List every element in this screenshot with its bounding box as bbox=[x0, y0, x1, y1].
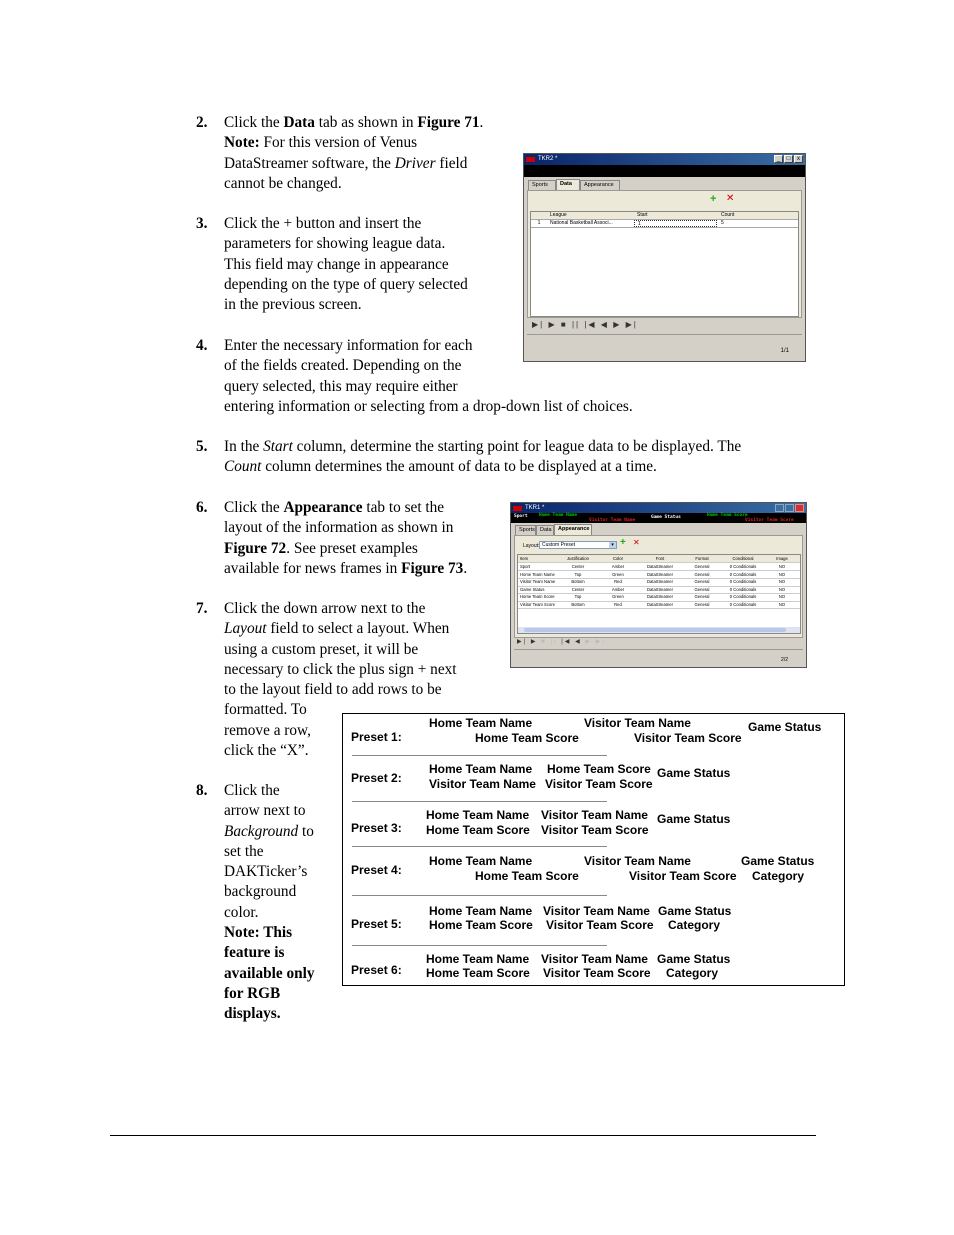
preset-item: Visitor Team Score bbox=[543, 966, 651, 980]
column-header: Format bbox=[695, 556, 709, 561]
text-run: available only bbox=[224, 964, 315, 982]
text-run: . See preset examples bbox=[286, 539, 418, 557]
text-line bbox=[224, 174, 483, 194]
grid-cell[interactable]: 0 Conditionals bbox=[729, 594, 757, 600]
scrollbar-thumb[interactable] bbox=[524, 628, 786, 632]
grid-cell[interactable]: General bbox=[694, 602, 710, 607]
preset-item: Home Team Score bbox=[429, 918, 533, 932]
window-title: TKR2 * bbox=[538, 156, 558, 162]
ticker-word: Home Team Name bbox=[539, 513, 577, 518]
text-line bbox=[224, 234, 468, 254]
ticker-word: Visitor Team Score bbox=[745, 518, 794, 523]
playback-controls bbox=[517, 638, 606, 645]
text-run: In the bbox=[224, 438, 264, 455]
text-line bbox=[224, 801, 315, 821]
layout-value: Custom Preset bbox=[542, 542, 576, 548]
tab-strip bbox=[528, 180, 648, 190]
text-line bbox=[224, 559, 467, 579]
tab-sports[interactable]: Sports bbox=[515, 525, 536, 535]
league-cell[interactable]: National Basketball Associ... bbox=[550, 220, 613, 226]
preset-item: Visitor Team Name bbox=[584, 716, 691, 730]
text-run: . bbox=[479, 114, 484, 131]
text-line bbox=[224, 781, 315, 801]
text-line bbox=[224, 214, 468, 234]
column-header-count: Count bbox=[721, 212, 735, 218]
preset-item: Visitor Team Name bbox=[541, 808, 648, 822]
grid-cell[interactable]: Amber bbox=[611, 586, 625, 592]
text-run: cannot be changed. bbox=[224, 174, 342, 192]
table-row[interactable] bbox=[518, 601, 800, 609]
text-run: for RGB bbox=[224, 984, 281, 1002]
text-run: color. bbox=[224, 903, 259, 921]
text-line bbox=[224, 599, 457, 619]
text-line bbox=[224, 923, 315, 943]
text-run: arrow next to bbox=[224, 802, 306, 820]
step-number: 6. bbox=[196, 499, 208, 516]
preset-item: Home Team Score bbox=[426, 823, 530, 837]
grid-cell[interactable]: General bbox=[694, 594, 710, 600]
tab-appearance[interactable]: Appearance bbox=[554, 524, 592, 535]
text-line bbox=[224, 862, 315, 882]
appearance-grid bbox=[517, 554, 801, 634]
grid-cell[interactable]: NO bbox=[778, 564, 786, 569]
step-text bbox=[224, 781, 315, 1025]
grid-cell[interactable]: Top bbox=[574, 571, 582, 577]
minimize-button[interactable]: _ bbox=[774, 155, 783, 163]
text-run: Driver bbox=[394, 154, 436, 172]
column-header: Font bbox=[655, 556, 665, 561]
preset-item: Game Status bbox=[657, 766, 731, 780]
preset-item: Category bbox=[668, 918, 721, 932]
grid-cell[interactable]: 0 Conditionals bbox=[729, 602, 757, 607]
text-line bbox=[224, 518, 467, 538]
text-line bbox=[224, 680, 457, 700]
preset-item: Visitor Team Name bbox=[584, 854, 691, 868]
grid-cell[interactable]: General bbox=[694, 579, 710, 585]
pause-icon[interactable]: || bbox=[571, 320, 581, 329]
grid-cell[interactable]: General bbox=[694, 586, 710, 592]
tab-data[interactable]: Data bbox=[556, 179, 580, 190]
column-header: Conditional bbox=[732, 556, 754, 561]
grid-cell[interactable]: Amber bbox=[611, 564, 625, 569]
maximize-button[interactable] bbox=[785, 504, 794, 512]
grid-cell[interactable]: Top bbox=[574, 594, 582, 600]
preset-divider bbox=[352, 846, 607, 847]
text-line bbox=[224, 903, 315, 923]
text-run: formatted. To bbox=[224, 701, 307, 719]
preset-item: Game Status bbox=[658, 904, 732, 918]
playback-controls bbox=[532, 320, 638, 329]
grid-cell[interactable]: Center bbox=[571, 564, 585, 569]
grid-cell[interactable]: DataStreamer bbox=[646, 594, 674, 600]
footer-rule bbox=[110, 1135, 816, 1136]
text-line bbox=[224, 133, 483, 153]
text-run: column determines the amount of data to be displayed at a time. bbox=[261, 458, 657, 476]
text-run: Click the bbox=[224, 499, 284, 516]
text-line bbox=[224, 964, 315, 984]
step-number: 2. bbox=[196, 114, 208, 131]
forward-icon[interactable]: ▶ bbox=[585, 639, 593, 645]
step-number: 8. bbox=[196, 782, 208, 799]
skip-forward-icon[interactable]: ▶| bbox=[625, 320, 638, 329]
step-text bbox=[224, 214, 468, 315]
preset-item: Visitor Team Score bbox=[541, 823, 649, 837]
play-first-icon[interactable]: ▶| bbox=[532, 320, 545, 329]
minimize-button[interactable] bbox=[775, 504, 784, 512]
preset-label: Preset 6: bbox=[351, 963, 402, 977]
column-header: Justification bbox=[567, 556, 589, 561]
grid-cell[interactable]: General bbox=[694, 564, 710, 569]
grid-cell[interactable]: NO bbox=[778, 586, 786, 592]
preset-item: Visitor Team Name bbox=[541, 952, 648, 966]
skip-forward-icon[interactable]: ▶| bbox=[595, 639, 606, 645]
preset-item: Home Team Name bbox=[429, 904, 533, 918]
data-tab-panel bbox=[527, 190, 802, 318]
grid-cell[interactable]: NO bbox=[778, 602, 786, 607]
preset-divider bbox=[352, 801, 607, 802]
back-icon[interactable]: ◀ bbox=[575, 639, 582, 645]
grid-cell[interactable]: 0 Conditionals bbox=[729, 586, 757, 592]
preset-item: Home Team Name bbox=[429, 762, 533, 776]
grid-cell[interactable]: Red bbox=[614, 602, 622, 607]
preset-item: Home Team Score bbox=[547, 762, 651, 776]
figure-71-window bbox=[523, 153, 806, 362]
grid-cell[interactable]: DataStreamer bbox=[646, 571, 674, 577]
preset-item: Game Status bbox=[657, 812, 731, 826]
divider bbox=[527, 334, 802, 335]
step-number: 4. bbox=[196, 337, 208, 354]
text-run: Enter the necessary information for each bbox=[224, 337, 473, 354]
close-button[interactable]: x bbox=[794, 155, 803, 163]
preset-divider bbox=[352, 755, 607, 756]
plus-icon[interactable]: + bbox=[620, 537, 626, 548]
preset-item: Game Status bbox=[748, 720, 822, 734]
text-run: Note: bbox=[224, 134, 260, 152]
text-line bbox=[224, 255, 468, 275]
ticker-word: Game Status bbox=[651, 515, 681, 520]
skip-back-icon[interactable]: |◀ bbox=[561, 639, 572, 645]
text-line bbox=[224, 377, 633, 397]
text-line bbox=[224, 275, 468, 295]
table-row[interactable] bbox=[531, 220, 798, 228]
text-run: layout of the information as shown in bbox=[224, 519, 454, 537]
grid-cell[interactable]: Visitor Team Score bbox=[520, 602, 555, 607]
text-line bbox=[224, 842, 315, 862]
preset-item: Home Team Name bbox=[426, 808, 530, 822]
text-line bbox=[224, 154, 483, 174]
text-run: Data bbox=[283, 114, 315, 131]
tab-sports[interactable]: Sports bbox=[528, 180, 556, 190]
grid-cell[interactable]: Green bbox=[612, 571, 624, 577]
preset-item: Visitor Team Name bbox=[543, 904, 650, 918]
step-number: 3. bbox=[196, 215, 208, 232]
preset-item: Home Team Score bbox=[475, 869, 579, 883]
skip-back-icon[interactable]: |◀ bbox=[584, 320, 597, 329]
text-run: This field may change in appearance bbox=[224, 255, 449, 273]
text-run: For this version of Venus bbox=[259, 134, 418, 152]
text-line bbox=[224, 943, 315, 963]
text-run: Click the bbox=[224, 114, 284, 131]
text-run: field to select a layout. When bbox=[266, 620, 450, 638]
grid-cell[interactable]: Game Status bbox=[520, 586, 545, 592]
text-run: using a custom preset, it will be bbox=[224, 640, 419, 658]
text-run: Count bbox=[224, 458, 262, 476]
preset-divider bbox=[352, 945, 607, 946]
text-run: background bbox=[224, 883, 297, 901]
play-icon[interactable]: ▶ bbox=[548, 320, 557, 329]
preset-item: Home Team Name bbox=[429, 716, 533, 730]
grid-cell[interactable]: Bottom bbox=[571, 602, 585, 607]
text-run: necessary to click the plus sign + next bbox=[224, 660, 457, 678]
window-title: TKR1 * bbox=[525, 505, 545, 511]
text-run: Layout bbox=[224, 620, 267, 638]
text-line bbox=[224, 984, 315, 1004]
text-run: Start bbox=[263, 438, 293, 455]
grid-cell[interactable]: DataStreamer bbox=[646, 579, 674, 585]
text-run: DataStreamer software, the bbox=[224, 154, 395, 172]
preset-item: Category bbox=[666, 966, 719, 980]
grid-cell[interactable]: NO bbox=[778, 579, 786, 585]
grid-cell[interactable]: NO bbox=[778, 594, 786, 600]
preset-item: Game Status bbox=[741, 854, 815, 868]
preset-label: Preset 5: bbox=[351, 917, 402, 931]
play-icon[interactable]: ▶ bbox=[530, 639, 538, 645]
text-run: entering information or selecting from a drop-down list of choices. bbox=[224, 397, 633, 415]
text-run: . bbox=[463, 559, 468, 577]
figure-72-window bbox=[510, 502, 807, 668]
grid-cell[interactable]: 0 Conditionals bbox=[729, 571, 757, 577]
grid-cell[interactable]: Visitor Team Name bbox=[520, 579, 556, 585]
column-header-start: Start bbox=[637, 212, 648, 218]
grid-cell[interactable]: Home Team Name bbox=[520, 571, 555, 577]
text-line bbox=[224, 457, 741, 477]
row-index: 1 bbox=[537, 220, 541, 226]
text-line bbox=[224, 498, 467, 518]
text-run: to the layout field to add rows to be bbox=[224, 681, 442, 699]
grid-cell[interactable]: 0 Conditionals bbox=[729, 564, 757, 569]
step-text bbox=[224, 437, 741, 478]
text-run: Note: This bbox=[224, 924, 293, 942]
text-run: field bbox=[435, 154, 468, 172]
text-run: feature is bbox=[224, 944, 285, 962]
text-run: Background bbox=[224, 822, 299, 840]
tab-appearance[interactable]: Appearance bbox=[580, 180, 620, 190]
column-header-league: League bbox=[550, 212, 567, 218]
step-number: 7. bbox=[196, 600, 208, 617]
text-run: DAKTicker’s bbox=[224, 863, 308, 881]
text-line bbox=[224, 660, 457, 680]
grid-cell[interactable]: Sport bbox=[520, 564, 531, 569]
chevron-down-icon[interactable]: ▾ bbox=[609, 542, 616, 548]
text-line bbox=[224, 295, 468, 315]
grid-cell[interactable]: DataStreamer bbox=[646, 564, 674, 569]
maximize-button[interactable]: □ bbox=[784, 155, 793, 163]
preset-label: Preset 2: bbox=[351, 771, 402, 785]
league-grid bbox=[530, 211, 799, 317]
text-line bbox=[224, 437, 741, 457]
text-run: Figure 73 bbox=[401, 559, 464, 577]
preset-label: Preset 3: bbox=[351, 821, 402, 835]
preset-item: Game Status bbox=[657, 952, 731, 966]
text-run: tab to set the bbox=[362, 499, 445, 516]
step-text bbox=[224, 498, 467, 579]
text-run: available for news frames in bbox=[224, 559, 402, 577]
text-line bbox=[224, 822, 315, 842]
grid-cell[interactable]: Red bbox=[614, 579, 622, 585]
stop-icon[interactable]: ■ bbox=[560, 320, 568, 329]
text-run: Figure 72 bbox=[224, 539, 287, 557]
column-header: Image bbox=[776, 556, 788, 561]
text-run: to bbox=[298, 822, 314, 840]
grid-cell[interactable]: DataStreamer bbox=[646, 586, 674, 592]
text-run: remove a row, bbox=[224, 721, 311, 739]
text-run: Click the bbox=[224, 782, 280, 799]
text-run: of the fields created. Depending on the bbox=[224, 357, 462, 375]
text-run: Figure 71 bbox=[417, 114, 480, 131]
window-titlebar bbox=[511, 503, 806, 513]
grid-cell[interactable]: NO bbox=[778, 571, 786, 577]
text-run: Click the down arrow next to the bbox=[224, 600, 426, 617]
grid-header bbox=[531, 212, 798, 220]
step-text bbox=[224, 113, 483, 194]
preset-item: Visitor Team Name bbox=[429, 777, 536, 791]
preset-label: Preset 1: bbox=[351, 730, 402, 744]
appearance-tab-panel bbox=[514, 535, 803, 638]
preset-divider bbox=[352, 895, 607, 896]
play-first-icon[interactable]: ▶| bbox=[517, 639, 528, 645]
step-number: 5. bbox=[196, 438, 208, 455]
page-indicator: 1/1 bbox=[780, 348, 789, 354]
ticker-word: Sport bbox=[514, 514, 528, 519]
preset-item: Home Team Name bbox=[426, 952, 530, 966]
tab-strip bbox=[515, 525, 635, 535]
app-icon bbox=[513, 506, 522, 511]
preset-item: Visitor Team Score bbox=[634, 731, 742, 745]
start-cell[interactable]: 1 bbox=[634, 220, 717, 227]
count-cell[interactable]: 5 bbox=[721, 220, 724, 226]
text-run: click the “X”. bbox=[224, 742, 309, 760]
text-line bbox=[224, 619, 457, 639]
text-run: Appearance bbox=[283, 499, 363, 516]
text-run: column, determine the starting point for league data to be displayed. The bbox=[292, 438, 742, 455]
grid-cell[interactable]: Center bbox=[571, 586, 585, 592]
text-run: displays. bbox=[224, 1005, 281, 1023]
column-header: Color bbox=[612, 556, 623, 561]
page-indicator: 2/2 bbox=[781, 657, 788, 663]
preset-item: Visitor Team Score bbox=[629, 869, 737, 883]
grid-cell[interactable]: Home Team Score bbox=[520, 594, 555, 600]
window-titlebar bbox=[524, 154, 805, 165]
text-line bbox=[224, 1004, 315, 1024]
text-line bbox=[224, 397, 633, 417]
text-run: set the bbox=[224, 842, 264, 860]
text-run: parameters for showing league data. bbox=[224, 235, 446, 253]
ticker-word: Visitor Team Name bbox=[589, 518, 636, 523]
tab-data[interactable]: Data bbox=[536, 525, 554, 535]
close-button[interactable] bbox=[795, 504, 804, 512]
text-run: in the previous screen. bbox=[224, 296, 362, 314]
grid-cell[interactable]: 0 Conditionals bbox=[729, 579, 757, 585]
preset-label: Preset 4: bbox=[351, 863, 402, 877]
text-line bbox=[224, 640, 457, 660]
grid-cell[interactable]: Green bbox=[612, 594, 624, 600]
horizontal-scrollbar[interactable] bbox=[518, 627, 800, 633]
ticker-preview-bar bbox=[511, 513, 806, 523]
ticker-preview-bar bbox=[524, 165, 805, 177]
ticker-word: Home Team Score bbox=[707, 513, 748, 518]
stop-icon[interactable]: ■ bbox=[541, 639, 547, 645]
layout-select[interactable] bbox=[539, 541, 617, 549]
preset-item: Home Team Score bbox=[426, 966, 530, 980]
preset-item: Visitor Team Score bbox=[545, 777, 653, 791]
preset-item: Home Team Name bbox=[429, 854, 533, 868]
text-line bbox=[224, 113, 483, 133]
text-line bbox=[224, 539, 467, 559]
preset-item: Category bbox=[752, 869, 805, 883]
text-run: query selected, this may require either bbox=[224, 377, 458, 395]
back-icon[interactable]: ◀ bbox=[600, 320, 609, 329]
text-run: Click the + button and insert the bbox=[224, 215, 422, 232]
plus-icon[interactable]: + bbox=[710, 193, 717, 205]
text-run: depending on the type of query selected bbox=[224, 275, 468, 293]
text-line bbox=[224, 882, 315, 902]
app-icon bbox=[526, 157, 535, 162]
preset-item: Visitor Team Score bbox=[546, 918, 654, 932]
pause-icon[interactable]: || bbox=[550, 639, 558, 645]
forward-icon[interactable]: ▶ bbox=[613, 320, 622, 329]
x-icon[interactable]: ✕ bbox=[633, 538, 640, 547]
divider bbox=[514, 649, 803, 650]
grid-cell[interactable]: Bottom bbox=[571, 579, 585, 585]
preset-item: Home Team Score bbox=[475, 731, 579, 745]
column-header: Item bbox=[520, 556, 529, 561]
text-run: tab as shown in bbox=[314, 114, 418, 131]
grid-cell[interactable]: DataStreamer bbox=[646, 602, 674, 607]
grid-cell[interactable]: General bbox=[694, 571, 710, 577]
x-icon[interactable]: ✕ bbox=[726, 193, 735, 204]
layout-label: Layout: bbox=[523, 543, 540, 549]
